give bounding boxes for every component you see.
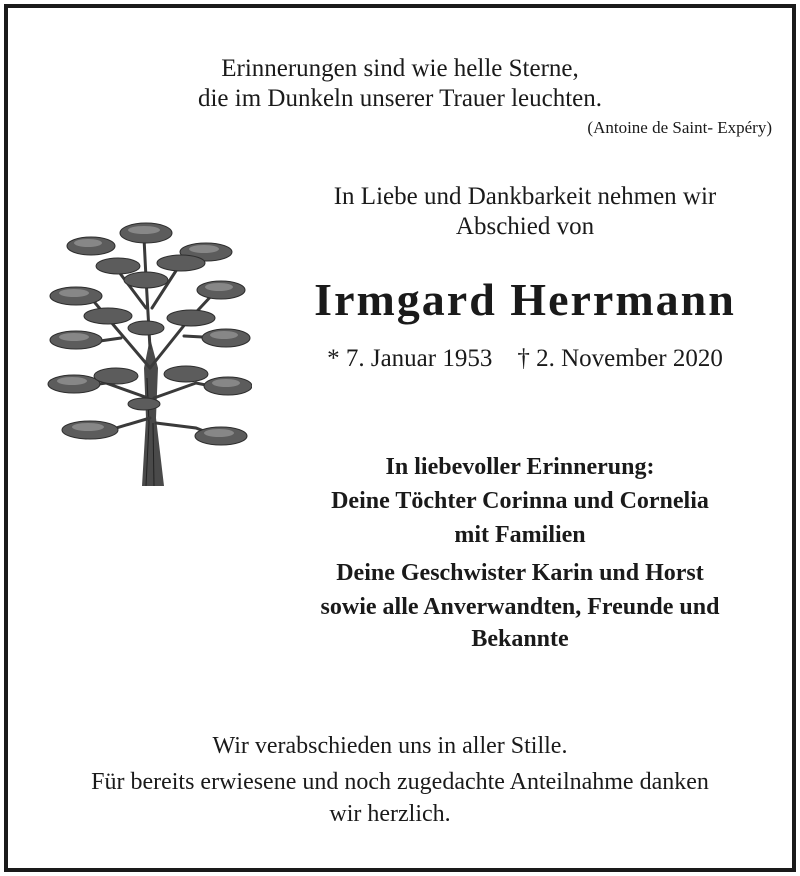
mourner-line-4: Deine Geschwister Karin und Horst: [336, 560, 704, 586]
quote-line-1: Erinnerungen sind wie helle Sterne,: [221, 55, 579, 82]
closing-line-3: wir herzlich.: [329, 801, 451, 827]
quote-author: (Antoine de Saint- Expéry): [587, 118, 772, 137]
life-dates: * 7. Januar 1953 † 2. November 2020: [327, 345, 723, 372]
mourner-line-1: In liebevoller Erinnerung:: [385, 454, 655, 480]
mourner-line-2: Deine Töchter Corinna und Cornelia: [331, 488, 709, 514]
tree-icon: [46, 218, 252, 488]
mourner-line-5: sowie alle Anverwandten, Freunde und: [320, 594, 720, 620]
deceased-name: Irmgard Herrmann: [314, 274, 736, 325]
closing-line-1: Wir verabschieden uns in aller Stille.: [212, 733, 568, 759]
mourner-line-6: Bekannte: [471, 626, 569, 652]
intro-line-2: Abschied von: [455, 213, 595, 240]
intro-line-1: In Liebe und Dankbarkeit nehmen wir: [333, 183, 717, 210]
mourner-line-3: mit Familien: [454, 522, 586, 548]
closing-line-2: Für bereits erwiesene und noch zugedachte Anteilnahme danken: [91, 769, 709, 795]
quote-line-2: die im Dunkeln unserer Trauer leuchten.: [197, 85, 603, 112]
